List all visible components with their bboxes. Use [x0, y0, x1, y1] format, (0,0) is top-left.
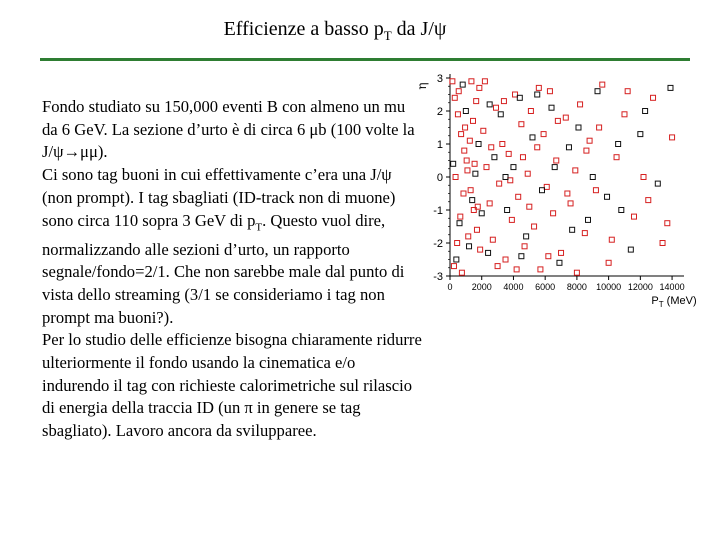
data-point — [527, 204, 532, 209]
eta-vs-pt-figure — [414, 68, 704, 308]
scatter-plot — [414, 68, 704, 308]
data-point — [576, 125, 581, 130]
data-point — [525, 171, 530, 176]
data-point — [466, 234, 471, 239]
data-point — [528, 109, 533, 114]
data-point — [465, 168, 470, 173]
data-point — [655, 181, 660, 186]
data-point — [501, 99, 506, 104]
data-point — [641, 175, 646, 180]
data-point — [593, 188, 598, 193]
title-subscript: T — [383, 28, 392, 43]
data-point — [535, 145, 540, 150]
x-tick-label: 6000 — [535, 282, 556, 292]
data-point — [625, 89, 630, 94]
data-point — [532, 224, 537, 229]
data-point — [549, 105, 554, 110]
y-tick-label: 1 — [436, 139, 443, 151]
data-point — [514, 267, 519, 272]
data-point — [452, 95, 457, 100]
data-point — [670, 135, 675, 140]
data-point — [506, 151, 511, 156]
data-point — [541, 132, 546, 137]
data-point — [454, 257, 459, 262]
data-point — [455, 112, 460, 117]
data-point — [503, 257, 508, 262]
data-point — [566, 145, 571, 150]
data-point — [524, 234, 529, 239]
data-point — [460, 82, 465, 87]
slide-title — [0, 18, 670, 44]
data-point — [606, 260, 611, 265]
data-point — [494, 105, 499, 110]
y-tick-label: -3 — [433, 271, 443, 283]
data-point — [451, 161, 456, 166]
data-point — [651, 95, 656, 100]
data-point — [552, 165, 557, 170]
data-point — [544, 184, 549, 189]
data-point — [484, 165, 489, 170]
data-point — [554, 158, 559, 163]
data-point — [600, 82, 605, 87]
data-point — [555, 118, 560, 123]
x-tick-label: 0 — [447, 282, 453, 292]
data-point — [497, 181, 502, 186]
data-point — [467, 244, 472, 249]
data-point — [536, 85, 541, 90]
data-point — [628, 247, 633, 252]
data-point — [519, 122, 524, 127]
data-point — [595, 89, 600, 94]
data-point — [462, 148, 467, 153]
paragraph-run-1: T — [255, 220, 263, 233]
data-point — [474, 99, 479, 104]
data-point — [509, 217, 514, 222]
data-point — [520, 155, 525, 160]
data-point — [495, 264, 500, 269]
title-end: da J/ψ — [391, 18, 447, 40]
data-point — [456, 89, 461, 94]
data-point — [538, 267, 543, 272]
data-point — [530, 135, 535, 140]
data-point — [478, 247, 483, 252]
data-point — [487, 102, 492, 107]
data-point — [482, 79, 487, 84]
data-point — [471, 118, 476, 123]
data-point — [614, 155, 619, 160]
data-point — [470, 198, 475, 203]
data-point — [517, 95, 522, 100]
data-point — [605, 194, 610, 199]
data-point — [464, 158, 469, 163]
data-point — [578, 102, 583, 107]
data-point — [573, 168, 578, 173]
data-point — [455, 241, 460, 246]
data-point — [574, 270, 579, 275]
x-tick-label: 12000 — [627, 282, 653, 292]
data-point — [584, 148, 589, 153]
data-point — [459, 270, 464, 275]
data-point — [632, 214, 637, 219]
title-main: Efficienze a basso p — [223, 18, 384, 40]
x-tick-label: 10000 — [596, 282, 622, 292]
data-point — [557, 260, 562, 265]
data-point — [535, 92, 540, 97]
data-point — [457, 221, 462, 226]
data-point — [467, 138, 472, 143]
data-point — [492, 155, 497, 160]
data-point — [461, 191, 466, 196]
x-axis-label: $P_T$ (MeV) — [651, 295, 697, 308]
data-point — [489, 145, 494, 150]
x-tick-label: 4000 — [503, 282, 524, 292]
y-tick-label: 3 — [436, 73, 443, 85]
paragraph-run-0: Fondo studiato su 150,000 eventi B con almeno un mu da 6 GeV. La sezione d’urto è di circa 6 μb (100 volte la J/ψ→μμ). Ci sono tag buoni in cui effettivamente c’era una J/ψ (non prompt). I tag sbagliati (ID-track non di muone) sono circa 110 sopra 3 GeV di p — [42, 97, 415, 230]
data-point — [586, 217, 591, 222]
data-point — [597, 125, 602, 130]
data-point — [450, 79, 455, 84]
data-point — [469, 79, 474, 84]
data-point — [463, 125, 468, 130]
y-tick-label: -1 — [433, 205, 443, 217]
y-axis-label: η — [415, 82, 429, 90]
data-point — [519, 254, 524, 259]
data-point — [487, 201, 492, 206]
paragraph-run-2: . Questo vuol dire, normalizzando alle sezioni d’urto, un rapporto segnale/fondo=2/1. Che non sarebbe male dal punto di vista dello streaming (3/1 se consideriamo i tag non prompt ma buoni?). Per lo studio delle efficienze bisogna chiaramente ridurre ulteriormente il fondo usando la cinematica e/o indurendo il tag con richieste calorimetriche sul rilascio di energia della traccia ID (un π in genere se tag sbagliato). Lavoro ancora da svilupparee. — [42, 210, 422, 441]
data-point — [473, 171, 478, 176]
data-point — [622, 112, 627, 117]
data-point — [559, 250, 564, 255]
data-point — [638, 132, 643, 137]
data-point — [472, 161, 477, 166]
data-point — [451, 264, 456, 269]
data-point — [490, 237, 495, 242]
data-point — [508, 178, 513, 183]
data-point — [565, 191, 570, 196]
data-point — [468, 188, 473, 193]
data-point — [563, 115, 568, 120]
data-point — [643, 109, 648, 114]
data-point — [616, 142, 621, 147]
data-point — [476, 142, 481, 147]
data-point — [540, 188, 545, 193]
data-point — [503, 175, 508, 180]
data-point — [551, 211, 556, 216]
x-tick-label: 14000 — [659, 282, 685, 292]
data-point — [463, 109, 468, 114]
data-point — [511, 165, 516, 170]
data-point — [547, 89, 552, 94]
data-point — [570, 227, 575, 232]
y-tick-label: 0 — [436, 172, 443, 184]
y-tick-label: 2 — [436, 106, 443, 118]
data-point — [498, 112, 503, 117]
data-point — [587, 138, 592, 143]
data-point — [486, 250, 491, 255]
data-point — [474, 227, 479, 232]
y-tick-label: -2 — [433, 238, 443, 250]
data-point — [546, 254, 551, 259]
data-point — [516, 194, 521, 199]
data-point — [458, 214, 463, 219]
data-point — [500, 142, 505, 147]
data-point — [619, 208, 624, 213]
x-tick-label: 8000 — [566, 282, 587, 292]
data-point — [609, 237, 614, 242]
data-point — [481, 128, 486, 133]
data-point — [590, 175, 595, 180]
data-point — [513, 92, 518, 97]
data-point — [668, 85, 673, 90]
data-point — [660, 241, 665, 246]
x-tick-label: 2000 — [471, 282, 492, 292]
data-point — [505, 208, 510, 213]
data-point — [646, 198, 651, 203]
body-paragraph — [42, 96, 422, 443]
data-point — [522, 244, 527, 249]
data-point — [582, 231, 587, 236]
data-point — [568, 201, 573, 206]
title-divider — [40, 58, 690, 61]
data-point — [665, 221, 670, 226]
data-point — [479, 211, 484, 216]
data-point — [477, 85, 482, 90]
data-point — [459, 132, 464, 137]
data-point — [453, 175, 458, 180]
